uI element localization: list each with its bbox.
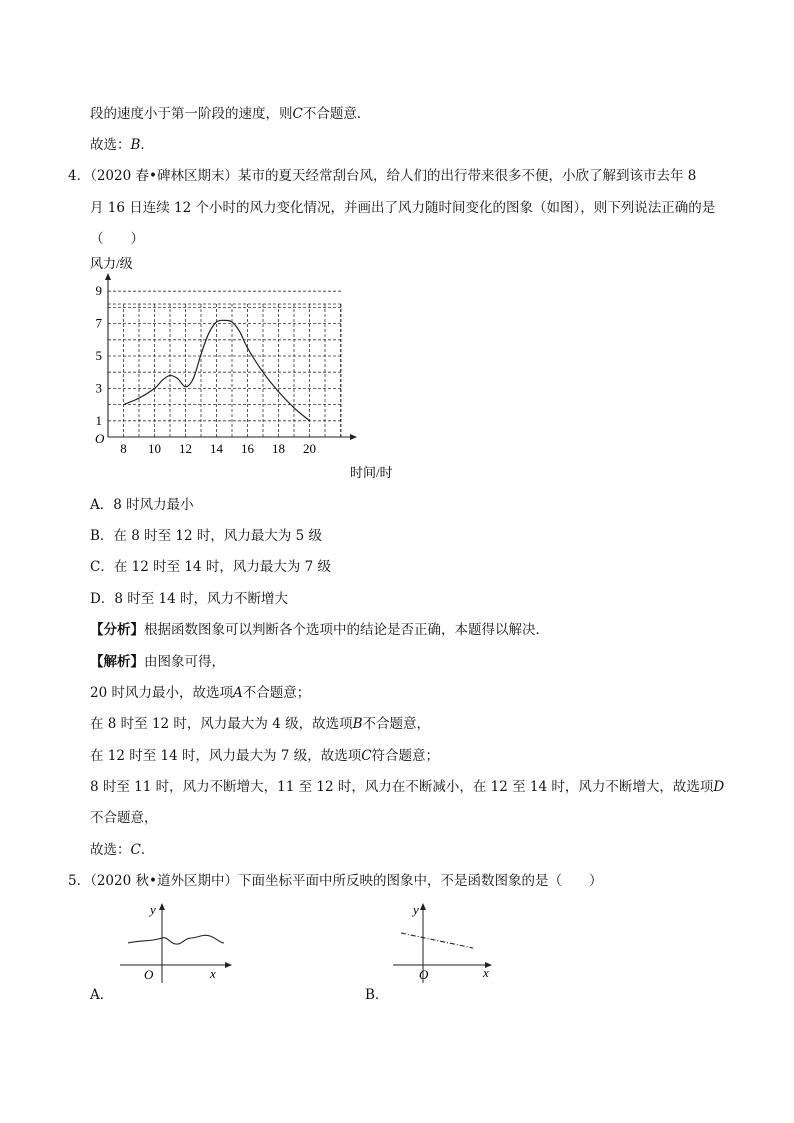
x-axis-arrow <box>350 434 357 440</box>
solution-text: 由图象可得， <box>144 654 225 670</box>
x-tick-label: 18 <box>272 441 285 456</box>
q5-graph-b <box>385 898 515 988</box>
q4-solution-line3 <box>90 746 439 766</box>
prev-answer <box>90 135 154 155</box>
text: 在 12 时至 14 时，风力最大为 7 级，故选项 <box>90 748 362 764</box>
chart-ticks <box>96 283 317 456</box>
y-axis-arrow <box>105 273 111 280</box>
q4-solution-line5: 不合题意， <box>90 810 158 826</box>
chart-axes <box>105 273 357 440</box>
q4-solution <box>90 652 225 672</box>
y-tick-label: 9 <box>95 283 102 299</box>
text: 不合题意， <box>362 716 431 732</box>
origin-label: O <box>144 967 154 982</box>
y-tick-label: 1 <box>95 412 102 428</box>
y-arrow <box>159 903 165 910</box>
y-tick-label: 7 <box>95 315 102 331</box>
y-axis-label: 风力/级 <box>90 256 133 271</box>
y-label: y <box>150 902 156 917</box>
y-arrow <box>420 903 426 910</box>
q5-graph-a <box>110 898 240 988</box>
q4-solution-line2 <box>90 714 430 734</box>
text: 不合题意． <box>302 106 371 122</box>
y-tick-label: 3 <box>95 380 102 396</box>
variable: B <box>130 137 141 153</box>
variable: A <box>232 685 243 701</box>
variable: C <box>130 842 141 858</box>
x-tick-label: 16 <box>241 441 254 456</box>
x-tick-label: 20 <box>303 441 316 456</box>
x-tick-label: 8 <box>120 441 127 456</box>
chart-grid <box>108 291 341 437</box>
q4-analysis <box>90 620 549 640</box>
x-label: x <box>210 966 216 981</box>
q4-solution-line1 <box>90 683 310 703</box>
text: 故选： <box>90 137 131 153</box>
q4-option-b: B．在 8 时至 12 时，风力最大为 5 级 <box>90 528 323 544</box>
x-arrow <box>225 962 232 968</box>
text: ． <box>140 137 154 153</box>
text: 20 时风力最小，故选项 <box>90 685 233 701</box>
q5-option-b: B． <box>365 987 389 1003</box>
dash-dot-line <box>401 933 473 948</box>
q4-option-a: A．8 时风力最小 <box>90 497 194 513</box>
y-label: y <box>413 902 419 917</box>
q4-option-d: D．8 时至 14 时，风力不断增大 <box>90 591 288 607</box>
text: 8 时至 11 时，风力不断增大，11 至 12 时，风力在不断减小，在 12 至 14 时，风力不断增大，故选项 <box>90 779 714 795</box>
wavy-curve <box>128 935 224 944</box>
q4-solution-line4 <box>90 777 724 797</box>
q5-option-a: A． <box>90 987 114 1003</box>
x-axis-label: 时间/时 <box>350 465 393 480</box>
text: 故选： <box>90 842 131 858</box>
origin-label: O <box>419 967 429 982</box>
x-tick-label: 10 <box>148 441 161 456</box>
variable: C <box>361 748 372 764</box>
q4-option-c: C．在 12 时至 14 时，风力最大为 7 级 <box>90 559 332 575</box>
variable: C <box>292 106 303 122</box>
variable: B <box>352 716 363 732</box>
text: 段的速度小于第一阶段的速度，则 <box>90 106 293 122</box>
analysis-tag: 【分析】 <box>90 622 144 638</box>
text: ． <box>140 842 155 858</box>
wind-chart <box>80 252 410 492</box>
x-tick-label: 14 <box>210 441 223 456</box>
q4-stem-line1: 4．（2020 春•碑林区期末）某市的夏天经常刮台风，给人们的出行带来很多不便，小欣了解到该市去年 8 <box>68 168 697 184</box>
analysis-text: 根据函数图象可以判断各个选项中的结论是否正确，本题得以解决． <box>144 622 549 638</box>
text: 符合题意； <box>371 748 440 764</box>
variable: D <box>713 779 725 795</box>
q4-stem-line2: 月 16 日连续 12 个小时的风力变化情况，并画出了风力随时间变化的图象（如图），则下列说法正确的是 <box>90 200 716 216</box>
q4-stem-line3: （ ） <box>90 231 144 247</box>
q4-answer <box>90 840 154 860</box>
prev-solution-line <box>90 104 370 124</box>
solution-tag: 【解析】 <box>90 654 144 670</box>
y-tick-label: 5 <box>95 348 102 363</box>
q5-stem: 5．（2020 秋•道外区期中）下面坐标平面中所反映的图象中，不是函数图象的是（ ） <box>68 873 603 889</box>
text: 在 8 时至 12 时，风力最大为 4 级，故选项 <box>90 716 353 732</box>
origin-label: O <box>95 431 105 446</box>
x-label: x <box>483 965 489 980</box>
x-tick-label: 12 <box>179 441 192 456</box>
text: 不合题意； <box>242 685 311 701</box>
